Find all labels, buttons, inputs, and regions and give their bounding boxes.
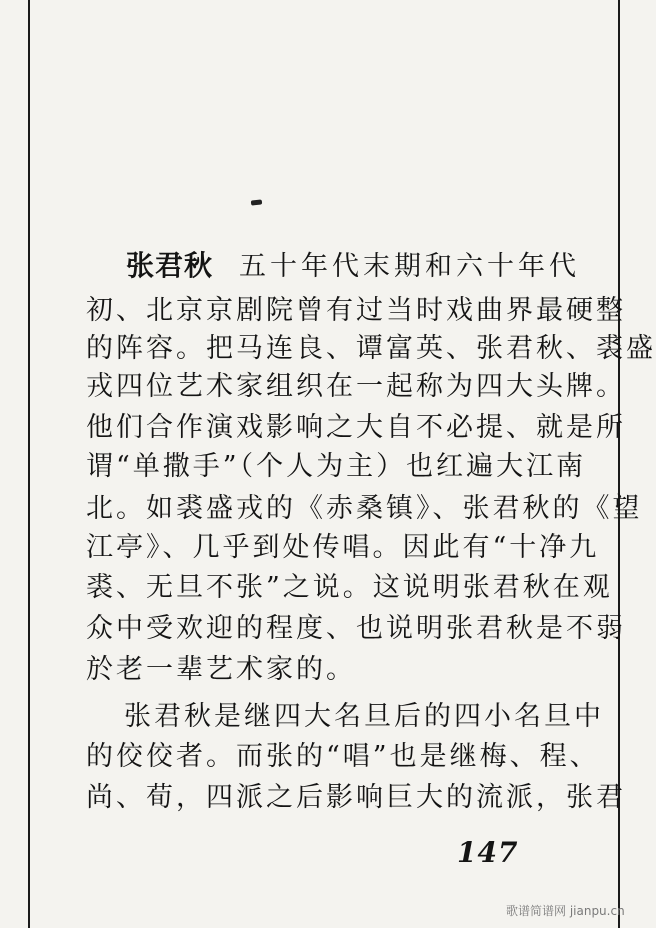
text-line [86, 246, 581, 286]
text-line: 裘、无旦不张”之说。这说明张君秋在观 [86, 572, 613, 603]
text-line: 的佼佼者。而张的“唱”也是继梅、程、 [86, 741, 600, 772]
text-line: 江亭》、几乎到处传唱。因此有“十净九 [86, 532, 600, 563]
text-line: 北。如裘盛戎的《赤桑镇》、张君秋的《望 [86, 493, 643, 524]
text-line: 尚、荀，四派之后影响巨大的流派，张君 [86, 782, 626, 813]
watermark: 歌谱简谱网 jianpu.cn [506, 904, 625, 918]
text-line: 戎四位艺术家组织在一起称为四大头牌。 [86, 371, 626, 402]
text-line: 他们合作演戏影响之大自不必提、就是所 [86, 412, 626, 443]
text-line: 的阵容。把马连良、谭富英、张君秋、裘盛 [86, 333, 656, 364]
text-line: 谓“单撒手”（个人为主）也红遍大江南 [86, 451, 587, 482]
text-line [86, 697, 604, 737]
section-heading-name: 张君秋 [126, 249, 214, 282]
text-line-content: 五十年代末期和六十年代 [239, 251, 581, 282]
page-number: 147 [457, 836, 519, 869]
text-line: 众中受欢迎的程度、也说明张君秋是不弱 [86, 613, 626, 644]
text-line-content: 张君秋是继四大名旦后的四小名旦中 [124, 701, 604, 732]
text-line: 初、北京京剧院曾有过当时戏曲界最硬整 [86, 295, 626, 326]
text-line: 於老一辈艺术家的。 [86, 654, 356, 685]
